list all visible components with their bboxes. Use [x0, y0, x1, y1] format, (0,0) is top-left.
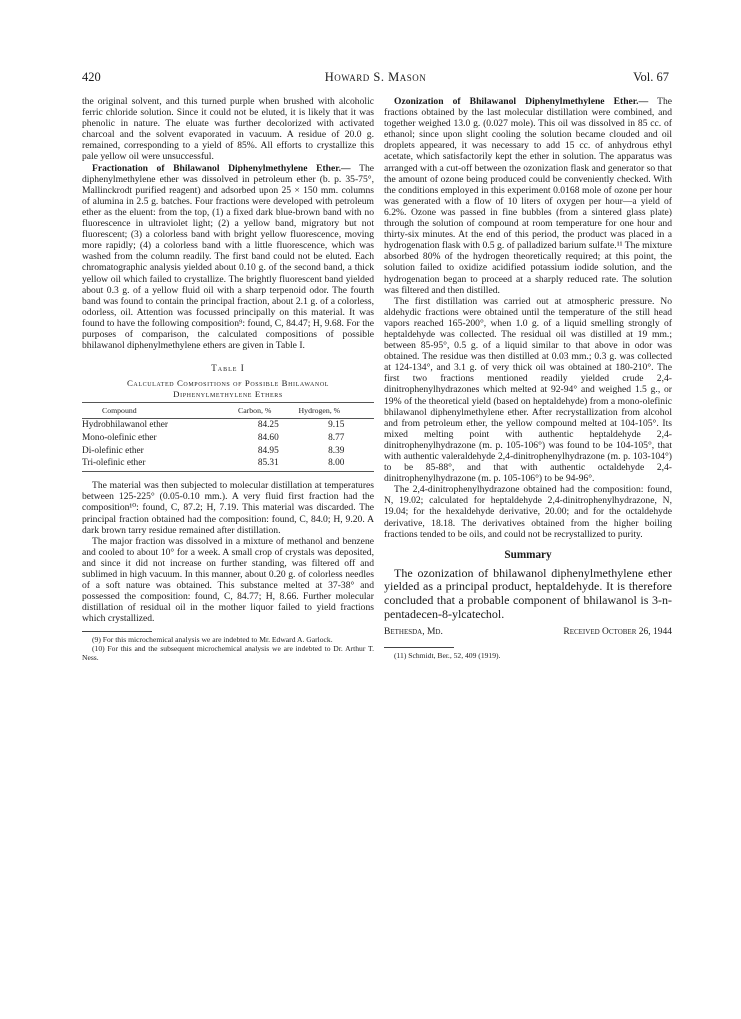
- paragraph-text: The fractions obtained by the last molecular distillation were combined, and together weighed 13.0 g. (0.027 mole). This oil was dissolved in 85 cc. of ethanol; since upon slight cooling the solution became clouded and oil droplets appeared, it was necessary to add 15 cc. of anhydrous ethyl acetate, which satisfactorily kept the ether in solution. The apparatus was arranged with a cut-off between the ozonization flask and generator so that the amount of ozone being produced could be conveniently checked. With the conditions employed in this experiment 0.0168 mole of ozone per hour was generated with a flow of 10 liters of oxygen per hour—a yield of 6.2%. Ozone was passed in fine bubbles (from a sintered glass plate) through the solution of compound at room temperature for one hour and thirty-six minutes. At the end of this period, the product was placed in a hydrogenation flask with 0.5 g. of palladized barium sulfate.¹¹ The mixture absorbed 80% of the hydrogen theoretically required; at this point, the solution failed to oxidize acidified potassium iodide solution, and the hydrogenation began to proceed at a sharply reduced rate. The solution was filtered and then distilled.: [384, 96, 672, 296]
- received-date: Received October 26, 1944: [563, 627, 672, 638]
- table-cell: Hydrobhilawanol ether: [82, 420, 168, 431]
- page-header: [82, 70, 669, 88]
- column-header: Carbon, %: [238, 403, 299, 419]
- table-row: [82, 419, 374, 432]
- running-author: Howard S. Mason: [324, 70, 427, 84]
- column-header: Compound: [82, 403, 238, 419]
- paragraph: The material was then subjected to molecular distillation at temperatures between 125-225° (0.05-0.10 mm.). A very fluid first fraction had the composition¹⁰: found, C, 87.2; H, 7.19. This material was discarded. The principal fraction obtained had the composition: found, C, 84.0; H, 9.20. A dark brown tarry residue remained after distillation.: [82, 480, 374, 536]
- table-row: [82, 457, 374, 471]
- paragraph-text: The diphenylmethylene ether was dissolved in petroleum ether (b. p. 35-75°, Mallinckrodt purified reagent) and adsorbed upon 25 × 150 mm. columns of alumina in 2.5 g. batches. Four fractions were developed with petroleum ether as the eluent: from the top, (1) a fixed dark blue-brown band with no fluorescence in ultraviolet light; (2) a yellow band, migratory but not fluorescent; (3) a colorless band with bright yellow fluorescence, moving more rapidly; (4) a colorless band with a little fluorescence, which was washed from the column readily. The first band could not be eluted. Each chromatographic analysis yielded about 0.10 g. of the second band, a thick yellow oil which failed to crystallize. The brightly fluorescent band yielded about 0.3 g. of a yellow fluid oil with a sharp terpenoid odor. The fourth band was found to contain the principal fraction, about 2.1 g. of a colorless, odorless, oil. Attention was focussed principally on this material. It was found to have the following composition⁹: found, C, 84.47; H, 9.68. For the purposes of comparison, the calculated compositions of possible bhilawanol diphenylmethylene ethers are given in Table I.: [82, 162, 374, 352]
- column-header: Hydrogen, %: [299, 403, 374, 419]
- paragraph: The 2,4-dinitrophenylhydrazone obtained had the composition: found, N, 19.02; calculated for heptaldehyde 2,4-dinitrophenylhydrazone, N, 19.04; for the hexaldehyde derivative, 20.00; and for the octaldehyde derivative, 18.18. The derivatives obtained from the higher boiling fractions tended to be oils, and could not be recrystallized to purity.: [384, 484, 672, 540]
- table-cell: 84.60: [257, 432, 279, 443]
- table-cell: 8.00: [299, 457, 374, 471]
- table-cell: 9.15: [328, 420, 345, 431]
- paragraph: the original solvent, and this turned purple when brushed with alcoholic ferric chloride solution. Since it could not be eluted, it is likely that it was phenolic in nature. The eluate was further decolorized with activated charcoal and the solvent evaporated in vacuum. A residue of 20.0 g. remained, corresponding to a yield of 85%. All efforts to crystallize this pale yellow oil were unsuccessful.: [82, 96, 374, 163]
- composition-table: [82, 402, 374, 472]
- footnote: (11) Schmidt, Ber., 52, 409 (1919).: [394, 651, 501, 661]
- table-cell: Tri-olefinic ether: [82, 457, 238, 471]
- table-caption: [82, 378, 374, 400]
- place-of-origin: Bethesda, Md.: [384, 627, 443, 638]
- paragraph: [82, 163, 374, 352]
- table-row: [82, 445, 374, 458]
- page-number: 420: [82, 70, 101, 84]
- table-cell: Mono-olefinic ether: [82, 432, 157, 443]
- table-caption-line: Calculated Compositions of Possible Bhilawanol: [126, 378, 330, 389]
- footnote: (9) For this microchemical analysis we are indebted to Mr. Edward A. Garlock.: [92, 634, 333, 644]
- paragraph: The first distillation was carried out at atmospheric pressure. No aldehydic fractions were obtained until the temperature of the still head vapors reached 165-200°, when 1.0 g. of a liquid smelling strongly of heptaldehyde was collected. The residual oil was distilled at 19 mm.; between 85-95°, 0.5 g. of a liquid similar to that above in odor was obtained. The residue was then distilled at 0.03 mm.; 0.3 g. was collected at 124-134°, and 3.1 g. of very thick oil was obtained at 180-210°. The first two fractions mentioned readily yielded crude 2,4-dinitrophenylhydrazones which melted at 92-94° and weighed 1.5 g., or 19% of the theoretical yield (based on heptaldehyde) from a mono-olefinic bhilawanol diphenylmethylene ether. After recrystallization from alcohol and from petroleum ether, the yellow compound melted at 104-105°. Its mixed melting point with authentic heptaldehyde 2,4-dinitrophenylhydrazone (m. p. 105-106°) was found to be 104-105°, that with authentic valeraldehyde 2,4-dinitrophenylhydrazone (m. p. 103-104°) to be 85-88°, and that with authentic octaldehyde 2,4-dinitrophenylhydrazone (m. p. 105-106°) to be 94-96°.: [384, 295, 672, 485]
- table-cell: 84.25: [257, 420, 279, 431]
- footnote-rule: [82, 631, 152, 632]
- footnote-rule: [384, 647, 454, 648]
- table-title: Table I: [211, 363, 245, 374]
- summary-heading: Summary: [504, 548, 552, 561]
- volume-number: Vol. 67: [633, 70, 669, 84]
- paragraph: [384, 96, 672, 296]
- signature-line: [384, 627, 672, 641]
- table-caption-line: Diphenylmethylene Ethers: [173, 389, 283, 400]
- table-cell: Di-olefinic ether: [82, 445, 144, 456]
- table-cell: 8.39: [328, 445, 345, 456]
- table-cell: 85.31: [238, 457, 299, 471]
- summary-text: The ozonization of bhilawanol diphenylmethylene ether yielded as a principal product, heptaldehyde. It is therefore concluded that a probable component of bhilawanol is 3-n-pentadecen-8-ylcatechol.: [384, 565, 672, 621]
- paragraph: The major fraction was dissolved in a mixture of methanol and benzene and cooled to about 10° for a week. A small crop of crystals was deposited, and since it did not increase on further standing, was filtered off and sublimed in high vacuum. In this manner, about 0.20 g. of colorless needles of a soft nature was obtained. This substance melted at 37-38° and possessed the composition: found, C, 84.77; H, 8.66. Further molecular distillation of residual oil in the mother liquor failed to yield fractions which crystallized.: [82, 535, 374, 625]
- table-row: [82, 432, 374, 445]
- section-heading: Ozonization of Bhilawanol Diphenylmethylene Ether.—: [394, 96, 649, 107]
- table-cell: 84.95: [257, 445, 279, 456]
- table-cell: 8.77: [328, 432, 345, 443]
- footnote: (10) For this and the subsequent microchemical analysis we are indebted to Dr. Arthur T. Ness.: [82, 643, 374, 662]
- left-column: [82, 96, 374, 662]
- section-heading: Fractionation of Bhilawanol Diphenylmethylene Ether.—: [92, 162, 351, 174]
- right-column: [384, 96, 672, 660]
